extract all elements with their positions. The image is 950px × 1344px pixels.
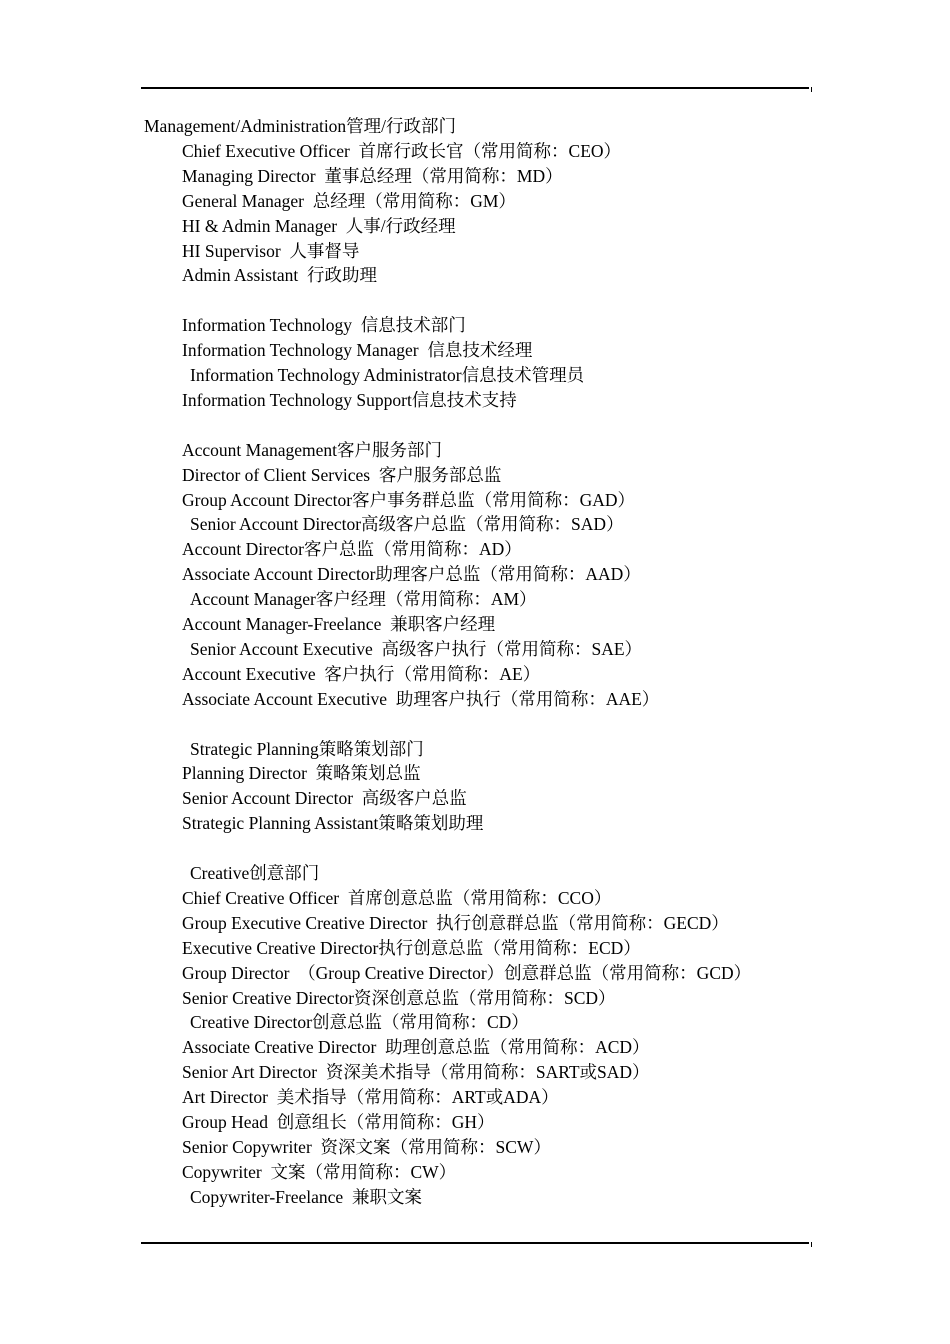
document-line: Group Account Director客户事务群总监（常用简称：GAD） [182,489,635,510]
document-line: Director of Client Services 客户服务部总监 [182,464,502,485]
footer-rule-tick [811,1242,812,1247]
document-line: Copywriter 文案（常用简称：CW） [182,1161,457,1182]
document-line: Account Manager-Freelance 兼职客户经理 [182,614,496,634]
document-line: Group Executive Creative Director 执行创意群总监（常用简称：GECD） [182,912,729,933]
document-line: Information Technology Administrator信息技术管理员 [190,365,585,385]
document-line: Senior Account Director 高级客户总监 [182,788,467,809]
document-line: Creative创意部门 [190,863,320,883]
document-line: HI Supervisor 人事督导 [182,240,360,261]
header-rule-tick [811,87,812,92]
document-line: Executive Creative Director执行创意总监（常用简称：ECD） [182,937,641,958]
document-line: Senior Art Director 资深美术指导（常用简称：SART或SAD） [182,1062,650,1083]
header-rule [141,87,809,89]
document-line: Group Head 创意组长（常用简称：GH） [182,1112,495,1132]
document-line: Creative Director创意总监（常用简称：CD） [190,1012,529,1033]
document-line: Associate Account Director助理客户总监（常用简称：AAD） [182,564,641,585]
document-line: HI & Admin Manager 人事/行政经理 [182,215,456,236]
document-line: Account Executive 客户执行（常用简称：AE） [182,663,541,684]
document-line: Account Director客户总监（常用简称：AD） [182,539,522,560]
document-line: General Manager 总经理（常用简称：GM） [182,190,516,211]
document-line: Art Director 美术指导（常用简称：ART或ADA） [182,1087,559,1108]
document-line: Group Director （Group Creative Director）创意群总监（常用简称：GCD） [182,962,752,983]
document-line: Strategic Planning Assistant策略策划助理 [182,813,484,834]
document-line: Chief Creative Officer 首席创意总监（常用简称：CCO） [182,887,612,908]
document-line: Copywriter-Freelance 兼职文案 [190,1186,422,1207]
document-line: Information Technology 信息技术部门 [182,315,466,336]
document-line: Admin Assistant 行政助理 [182,265,377,286]
document-line: Information Technology Manager 信息技术经理 [182,340,533,361]
document-line: Associate Account Executive 助理客户执行（常用简称：AAE） [182,688,660,709]
document-line: Senior Account Executive 高级客户执行（常用简称：SAE） [190,638,643,659]
document-line: Senior Account Director高级客户总监（常用简称：SAD） [190,514,624,535]
document-line: Account Management客户服务部门 [182,439,443,460]
document-line: Senior Copywriter 资深文案（常用简称：SCW） [182,1136,551,1157]
footer-rule [141,1242,809,1244]
document-line: Managing Director 董事总经理（常用简称：MD） [182,165,563,186]
document-line: Senior Creative Director资深创意总监（常用简称：SCD） [182,987,616,1008]
document-line: Account Manager客户经理（常用简称：AM） [190,589,537,610]
document-line: Planning Director 策略策划总监 [182,763,421,784]
document-line: Strategic Planning策略策划部门 [190,738,424,759]
document-line: Information Technology Support信息技术支持 [182,389,517,410]
document-line: Chief Executive Officer 首席行政长官（常用简称：CEO） [182,140,622,161]
document-line: Associate Creative Director 助理创意总监（常用简称：ACD） [182,1037,650,1058]
section-heading: Management/Administration管理/行政部门 [144,116,457,136]
